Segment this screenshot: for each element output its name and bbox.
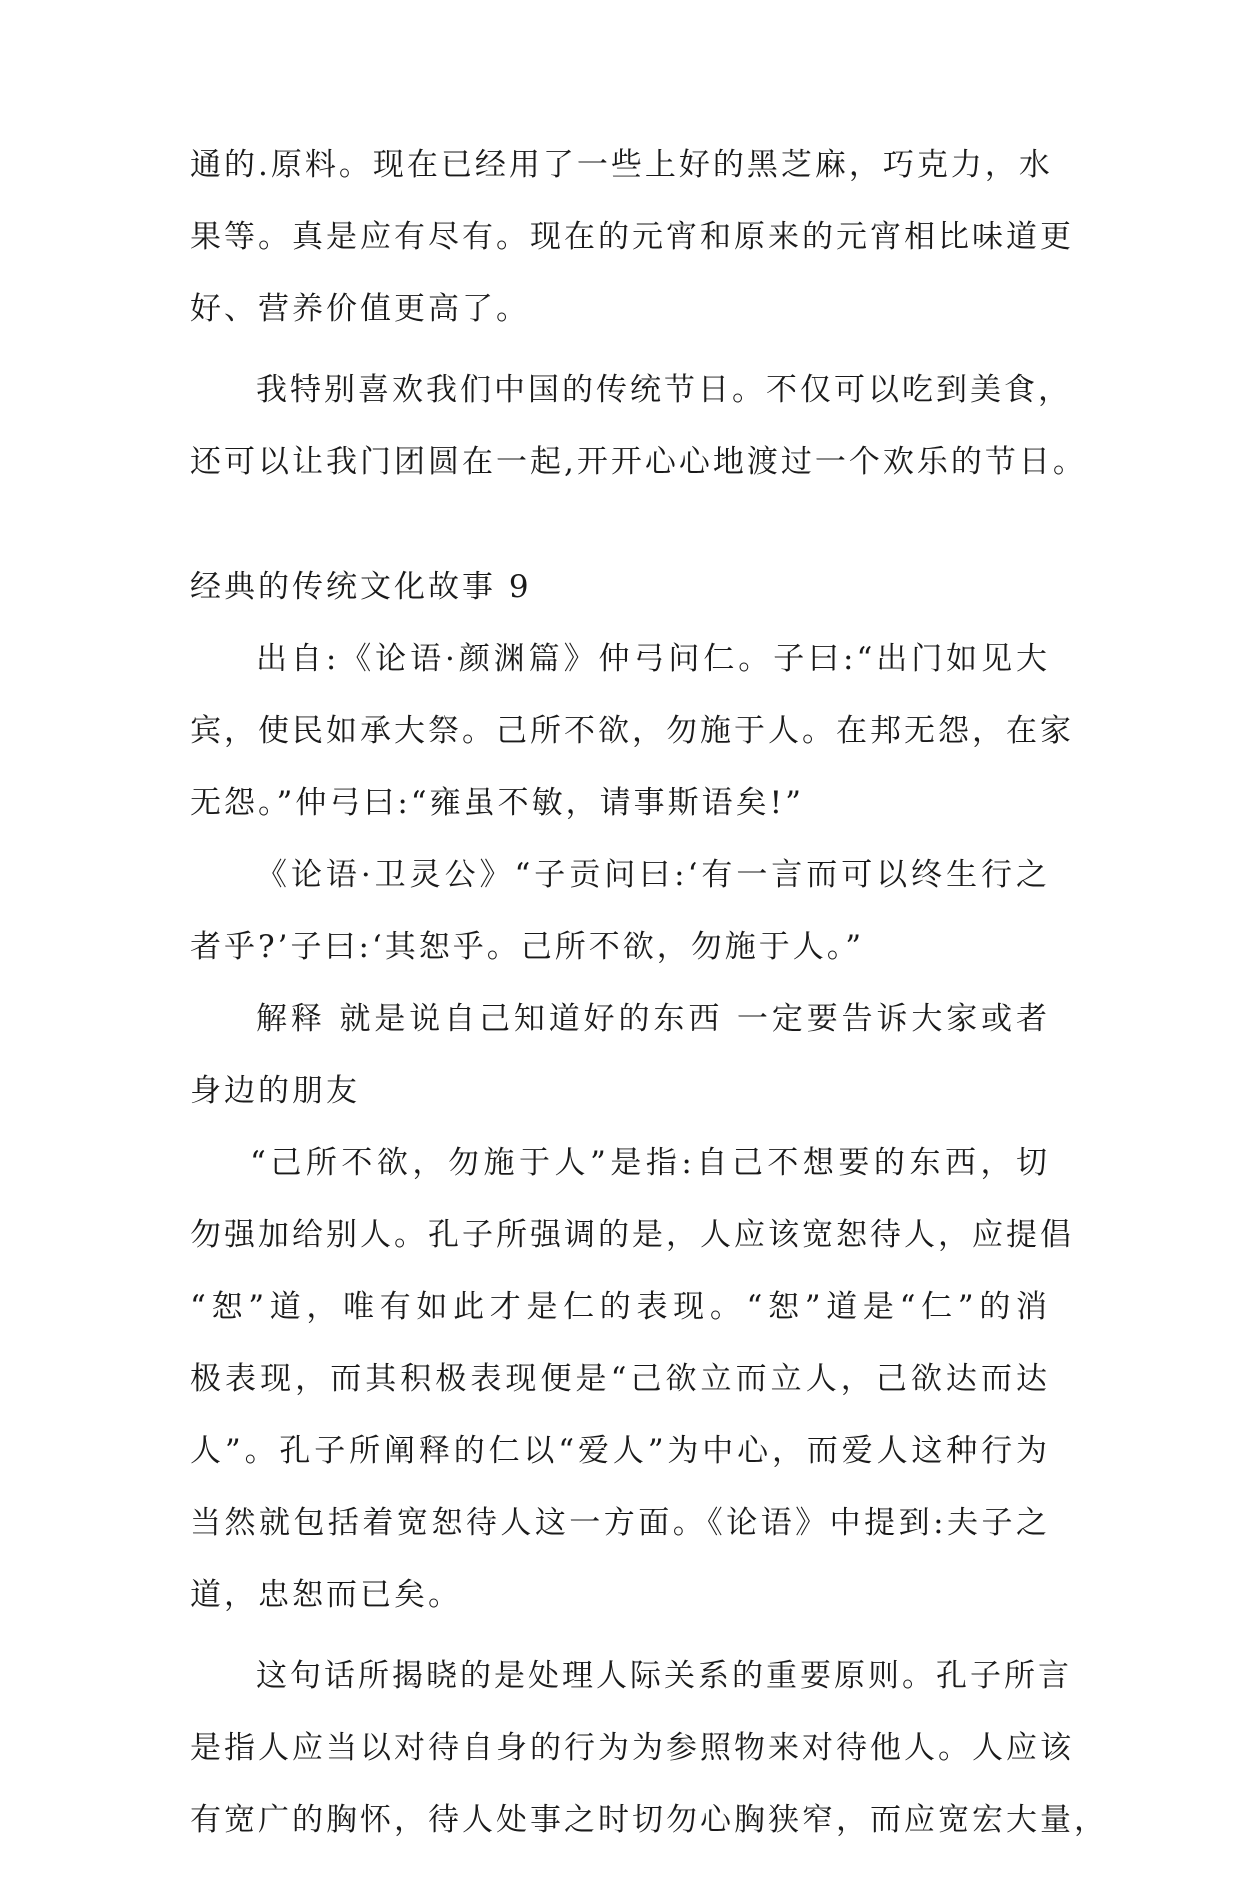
text-line-16: “恕”道，唯有如此才是仁的表现。“恕”道是“仁”的消	[190, 1289, 1050, 1325]
text-line-23: 有宽广的胸怀，待人处事之时切勿心胸狭窄，而应宽宏大量，	[190, 1802, 1108, 1838]
text-line-9: 无怨。”仲弓曰:“雍虽不敏，请事斯语矣!”	[190, 785, 804, 821]
text-line-2: 果等。真是应有尽有。现在的元宵和原来的元宵相比味道更	[190, 219, 1074, 255]
text-line-10: 《论语·卫灵公》“子贡问曰:‘有一言而可以终生行之	[256, 857, 1050, 893]
text-line-18: 人”。孔子所阐释的仁以“爱人”为中心，而爱人这种行为	[190, 1433, 1050, 1469]
text-line-14: “己所不欲，勿施于人”是指:自己不想要的东西，切	[250, 1145, 1050, 1181]
text-line-1: 通的.原料。现在已经用了一些上好的黑芝麻，巧克力，水	[190, 147, 1053, 183]
text-line-13: 身边的朋友	[190, 1073, 360, 1109]
document-page	[190, 147, 1108, 1877]
section-heading: 经典的传统文化故事 9	[190, 569, 532, 605]
text-line-3: 好、营养价值更高了。	[190, 291, 530, 327]
text-line-17: 极表现，而其积极表现便是“己欲立而立人，己欲达而达	[190, 1361, 1050, 1397]
text-line-4: 我特别喜欢我们中国的传统节日。不仅可以吃到美食，	[256, 372, 1072, 408]
text-line-12: 解释 就是说自己知道好的东西 一定要告诉大家或者	[256, 1001, 1050, 1037]
text-line-19: 当然就包括着宽恕待人这一方面。《论语》中提到:夫子之	[190, 1505, 1050, 1541]
text-line-21: 这句话所揭晓的是处理人际关系的重要原则。孔子所言	[256, 1658, 1072, 1694]
text-line-11: 者乎?’子曰:‘其恕乎。己所不欲，勿施于人。”	[190, 929, 865, 965]
text-line-5: 还可以让我门团圆在一起,开开心心地渡过一个欢乐的节日。	[190, 444, 1087, 480]
text-line-22: 是指人应当以对待自身的行为为参照物来对待他人。人应该	[190, 1730, 1074, 1766]
text-line-20: 道，忠恕而已矣。	[190, 1577, 462, 1613]
text-line-8: 宾，使民如承大祭。己所不欲，勿施于人。在邦无怨，在家	[190, 713, 1074, 749]
text-line-7: 出自:《论语·颜渊篇》仲弓问仁。子曰:“出门如见大	[256, 641, 1050, 677]
text-line-15: 勿强加给别人。孔子所强调的是，人应该宽恕待人，应提倡	[190, 1217, 1074, 1253]
